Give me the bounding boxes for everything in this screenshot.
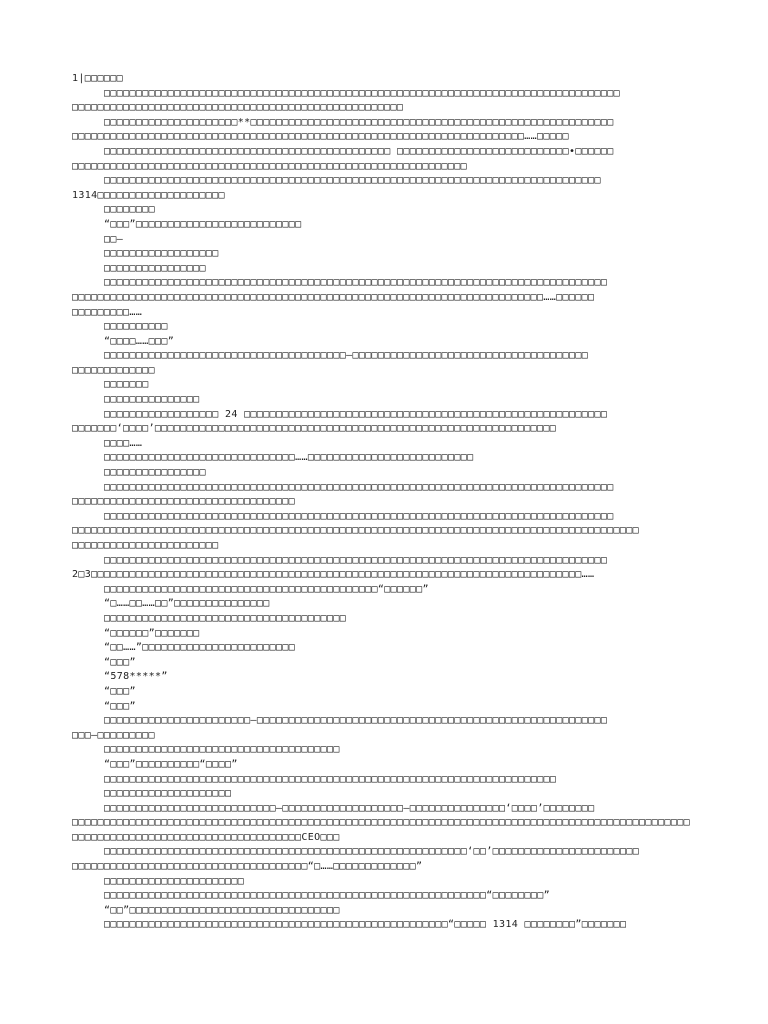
text-line: □□□□□□□□□□□□□□□□□□□□□□□□□□□□□□□□□□□□□□□□□□□“□□□□□□” <box>104 583 429 595</box>
text-line: □□□□□□□□□□□□□□□□ <box>104 262 206 274</box>
text-line: □□□□□□□□□□□□□□□□ <box>104 467 206 479</box>
text-line: 1314□□□□□□□□□□□□□□□□□□□□ <box>72 189 225 201</box>
text-line: □□□□□□□□□□□□□□□ <box>104 394 200 406</box>
document-body <box>72 72 712 933</box>
text-line: □□□□□□□□□□□□□□□□□□□□□□□□□□□□□□□□□□□□□□□□□□□□□□□□□□□□□□□□□□□□□□□□□□□□□□□□□□□□□□□□ <box>104 510 614 522</box>
text-line: □□□□□□□□□□□□□□□□□□□□□□□□□□□□□□□□□□□□□“□……□□□□□□□□□□□□□” <box>72 861 423 873</box>
text-line: □□□□…… <box>104 437 143 449</box>
text-line: “□□□” <box>104 685 136 697</box>
text-line: □□□□□□□□□□□□□□□□□□□□□□□ <box>72 540 219 551</box>
text-line: □□□□□□□□□□□□□□□□□□□□□□□□□□□□□□□□□□□□□□□□□□□□□□□□□□□□□□□□□□□□□□ <box>72 160 467 172</box>
text-line: 2□3□□□□□□□□□□□□□□□□□□□□□□□□□□□□□□□□□□□□□□□□□□□□□□□□□□□□□□□□□□□□□□□□□□□□□□□□□□□□□…… <box>72 569 595 581</box>
text-line: □□□□□□□□□…… <box>72 306 143 318</box>
text-line: □□□□□□□□□□□□□□□□□□□□□□□□□□□□□□□□□□□□□□□□□□□□□ □□□□□□□□□□□□□□□□□□□□□□□□□□□•□□□□□□ <box>104 145 614 157</box>
text-line: “□□□”□□□□□□□□□□“□□□□” <box>104 758 238 770</box>
text-line: □□□□□□□□□□□□□□□□□□□□□□ <box>104 875 245 887</box>
text-line: □□□□□□□□□□□□□□□□□□□□□□□□□□□□□□□□□□□□□□□□□□□□□□□□□□□□□□□□□□□□□□□□□□□□□□□□□□□□□□□□□□□□□□□□□□□□□□□□□ <box>72 817 690 829</box>
text-line: □□□□□□□□□□□□□□□□□□□□□□□□□□□—□□□□□□□□□□□□□□□□□□□—□□□□□□□□□□□□□□□‘□□□□’□□□□□□□□ <box>104 802 595 814</box>
text-line: □□□□□□□□□□□□□ <box>72 364 155 376</box>
text-line: “□□□□……□□□” <box>104 335 175 347</box>
text-line: □□□□□□□□□□□□□□□□□□□□ <box>104 788 232 800</box>
text-line: □□□□□□□□□□□□□□□□□□□□□□□□□□□□□□□□□□□□CEO□□□ <box>72 831 340 843</box>
text-line: □□□□□□□□□□□□□□□□□□□□□□□□□□□□□□□□□□□□□□□□□□□□□□□□□□□□□□□□□□□□□□□□□□□□□□□……□□□□□ <box>72 131 569 143</box>
text-line: □□□□□□□□□□□□□□□□□□ <box>104 248 219 260</box>
text-line: “□……□□……□□”□□□□□□□□□□□□□□□ <box>104 598 270 610</box>
text-line: “578*****” <box>104 671 168 683</box>
text-line: “□□□” <box>104 656 136 668</box>
text-line: □□□□□□□□□□□□□□□□□□□□□□□□□□□□□□……□□□□□□□□□□□□□□□□□□□□□□□□□□ <box>104 452 474 464</box>
text-line: “□□□” <box>104 700 136 712</box>
text-line: □□□□□□□□□□□□□□□□□□□□□□□□□□□□□□□□□□□□□□ <box>104 612 347 624</box>
text-line: □□□□□□□□□□□□□□□□□□□□□□□□□□□□□□□□□□□□□□□□□□□□□□□□□□□□□□□□□□□□□□□□□□□□□□□□□□□□□□□□□ <box>104 87 621 99</box>
text-line: □□□□□□□□□□□□□□□□□□□□□□□□□□□□□□□□□□□□□□□□□□□□□□□□□□□□□□“□□□□□ 1314 □□□□□□□□”□□□□□□□ <box>104 919 627 931</box>
text-line: □□□□□□□ <box>104 379 149 391</box>
text-line: □□□□□□□□□□□□□□□□□□□□□□□□□□□□□□□□□□□ <box>72 496 295 508</box>
text-line: □□□□□□□□□□□□□□□□□□□□□□□□□□□□□□□□□□□□□□□□□□□□□□□□□□□□□□□□□□□□□□□□□□□□□□□□□□□□□□□□□□□□□□□□□ <box>72 525 639 537</box>
text-line: □□□□□□□□ <box>104 204 155 216</box>
text-line: □□□□□□□□□□□□□□□□□□□□□□□□□□□□□□□□□□□□□□□□□□□□□□□□□□□□ <box>72 102 404 114</box>
text-line: □□□□□□□□□□□□□□□□□□□□□□□□□□□□□□□□□□□□□□□□□□□□□□□□□□□□□□□□□□□□□□□□□□□□□□□□□□□□□□□□ <box>104 481 614 493</box>
text-line: □□□□□□□□□□□□□□□□□□□□□□□□□□□□□□□□□□□□□□—□□□□□□□□□□□□□□□□□□□□□□□□□□□□□□□□□□□□□ <box>104 350 589 362</box>
text-line: □□□□□□□□□□□□□□□□□□□□□□□□□□□□□□□□□□□□□ <box>104 744 340 756</box>
text-line: □□□□□□□□□□□□□□□□□□□□□□□□□□□□□□□□□□□□□□□□□□□□□□□□□□□□□□□□□□□□“□□□□□□□□” <box>104 890 550 902</box>
text-line: □□□□□□□□□□□□□□□□□□□□□□□—□□□□□□□□□□□□□□□□□□□□□□□□□□□□□□□□□□□□□□□□□□□□□□□□□□□□□□□ <box>104 715 608 727</box>
text-line: □□□□□□□□□□□□□□□□□□□□□□□□□□□□□□□□□□□□□□□□□□□□□□□□□□□□□□□□□□□□□□□□□□□□□□□□□□□□□□□ <box>104 277 608 289</box>
text-line: “□□”□□□□□□□□□□□□□□□□□□□□□□□□□□□□□□□□□ <box>104 904 340 916</box>
text-line: □□□□□□□‘□□□□’□□□□□□□□□□□□□□□□□□□□□□□□□□□□□□□□□□□□□□□□□□□□□□□□□□□□□□□□□□□□□□□ <box>72 423 557 435</box>
text-line: □□□□□□□□□□□□□□□□□□□□□□□□□□□□□□□□□□□□□□□□□□□□□□□□□□□□□□□□□‘□□’□□□□□□□□□□□□□□□□□□□□□□□ <box>104 846 640 858</box>
text-line: “□□□□□□”□□□□□□□ <box>104 627 200 639</box>
text-line: □□□□□□□□□□□□□□□□□□□□□□□□□□□□□□□□□□□□□□□□□□□□□□□□□□□□□□□□□□□□□□□□□□□□□□□□□□□□□□ <box>104 175 601 187</box>
text-line: □□— <box>104 233 124 245</box>
text-line: □□□—□□□□□□□□□ <box>72 729 155 741</box>
text-line: □□□□□□□□□□ <box>104 321 168 333</box>
text-line: “□□……”□□□□□□□□□□□□□□□□□□□□□□□□ <box>104 642 296 654</box>
text-line: □□□□□□□□□□□□□□□□□□□□□□□□□□□□□□□□□□□□□□□□□□□□□□□□□□□□□□□□□□□□□□□□□□□□□□□□□□□□□□□ <box>104 554 608 566</box>
text-line: □□□□□□□□□□□□□□□□□□□□□□□□□□□□□□□□□□□□□□□□□□□□□□□□□□□□□□□□□□□□□□□□□□□□□□□ <box>104 773 557 785</box>
text-line: “□□□”□□□□□□□□□□□□□□□□□□□□□□□□□□ <box>104 218 302 230</box>
text-line: □□□□□□□□□□□□□□□□□□ 24 □□□□□□□□□□□□□□□□□□□□□□□□□□□□□□□□□□□□□□□□□□□□□□□□□□□□□□□□□ <box>104 408 608 420</box>
text-line: □□□□□□□□□□□□□□□□□□□□□**□□□□□□□□□□□□□□□□□□□□□□□□□□□□□□□□□□□□□□□□□□□□□□□□□□□□□□□□□ <box>104 116 614 128</box>
text-line: 1|□□□□□□ <box>72 73 123 84</box>
text-line: □□□□□□□□□□□□□□□□□□□□□□□□□□□□□□□□□□□□□□□□□□□□□□□□□□□□□□□□□□□□□□□□□□□□□□□□□□……□□□□□□ <box>72 291 595 303</box>
